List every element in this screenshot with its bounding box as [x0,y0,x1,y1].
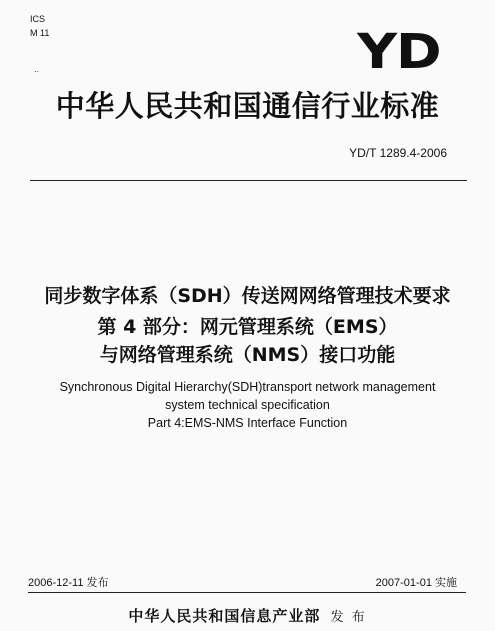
standard-number: YD/T 1289.4-2006 [349,146,447,160]
classification-code: M 11 [30,28,50,38]
implement-date: 2007-01-01 实施 [375,577,457,589]
issuer-name: 中华人民共和国信息产业部 [128,607,321,625]
bottom-divider [28,592,466,593]
chinese-title-line-3: 与网络管理系统（NMS）接口功能 [99,344,396,366]
issuer [0,606,495,628]
publish-date: 2006-12-11 发布 [28,577,109,589]
top-divider [30,180,467,181]
english-title-line-2: system technical specification [165,398,330,412]
ics-label: ICS [30,14,46,24]
english-title-line-1: Synchronous Digital Hierarchy(SDH)transport network management [59,380,436,394]
mark: .. [34,65,40,74]
issuer-suffix: 发 布 [330,610,367,625]
chinese-title-line-1: 同步数字体系（SDH）传送网网络管理技术要求 [44,285,451,307]
chinese-title-line-2: 第 4 部分：网元管理系统（EMS） [97,316,398,338]
standard-title: 中华人民共和国通信行业标准 [55,89,440,123]
english-title-line-3: Part 4:EMS-NMS Interface Function [147,416,348,430]
yd-logo: YD [357,24,441,80]
